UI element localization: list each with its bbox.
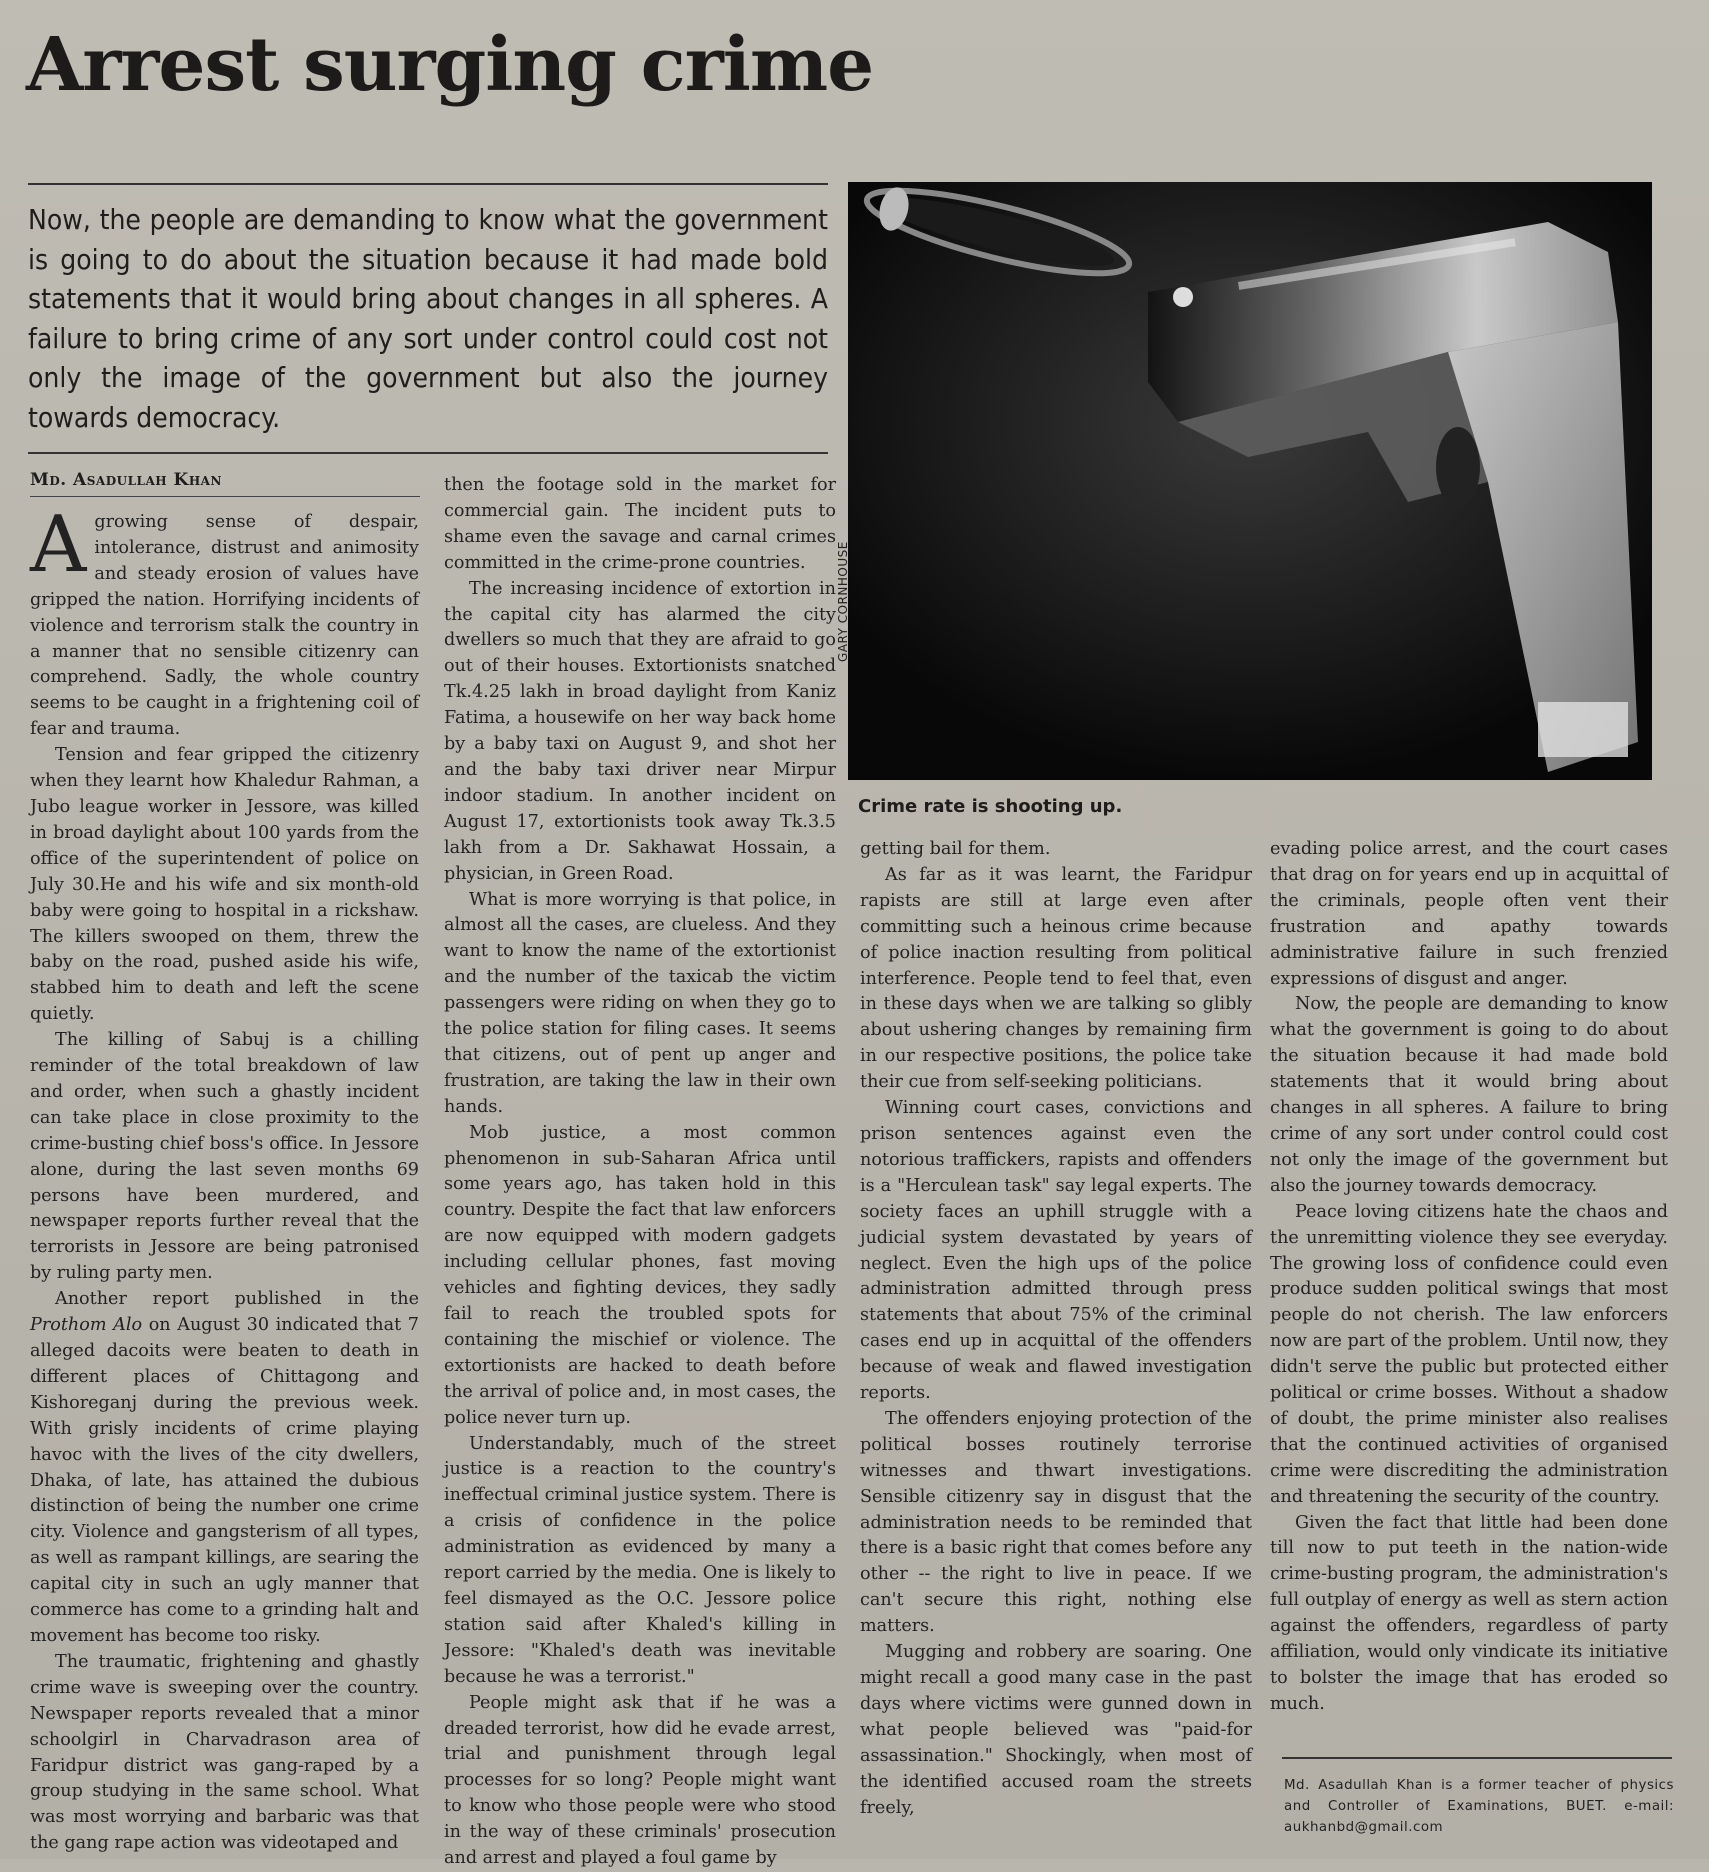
column-2-paragraph-6: People might ask that if he was a dreaded terrorist, how did he evade arrest, trial and punishment through legal processes for so long? People might want to know who those people were who stood in the way of these criminals' prosecution and arrest and played a foul game by: [444, 1692, 836, 1869]
column-1-paragraph-1-text: growing sense of despair, intolerance, distrust and animosity and steady erosion of values have gripped the nation. Horrifying incidents of violence and terrorism stalk the country in a manner that no sensible citizenry can comprehend. Sadly, the whole country seems to be caught in a frightening coil of fear and trauma.: [30, 512, 419, 740]
column-1-paragraph-3: The killing of Sabuj is a chilling reminder of the total breakdown of law and order, when such a ghastly incident can take place in close proximity to the crime-busting chief boss's office. In Jessore alone, during the last seven months 69 persons have been murdered, and newspaper reports further reveal that the terrorists in Jessore are being patronised by ruling party men.: [30, 1030, 419, 1284]
column-2: [444, 473, 836, 1869]
column-2-paragraph-3: What is more worrying is that police, in almost all the cases, are clueless. And they want to know the name of the extortionist and the number of the taxicab the victim passengers were riding on when they go to the police station for filing cases. It seems that citizens, out of pent up anger and frustration, are taking the law in their own hands.: [444, 889, 836, 1117]
newspaper-name: Prothom Alo: [30, 1315, 143, 1336]
standfirst-top-rule: [28, 183, 828, 185]
drop-cap: A: [30, 500, 87, 590]
column-3-paragraph-3: Winning court cases, convictions and prison sentences against even the notorious traffickers, rapists and offenders is a "Herculean task" say legal experts. The society faces an uphill struggle with a judicial system devastated by years of neglect. Even the high ups of the police administration admitted through press statements that about 75% of the criminal cases end up in acquittal of the offenders because of weak and flawed investigation reports.: [860, 1098, 1252, 1404]
gun-photo: [848, 182, 1652, 780]
pistol-bullet-illustration: [848, 182, 1652, 780]
headline: Arrest surging crime: [26, 22, 874, 108]
column-1-paragraph-5: The traumatic, frightening and ghastly crime wave is sweeping over the country. Newspaper reports revealed that a minor schoolgirl in Charvadrason area of Faridpur district was gang-raped by a group studying in the same school. What was most worrying and barbaric was that the gang rape action was videotaped and: [30, 1651, 419, 1854]
author-bio: Md. Asadullah Khan is a former teacher of physics and Controller of Examinations, BUET. e-mail: aukhanbd@gmail.com: [1284, 1778, 1674, 1835]
column-3: [860, 837, 1252, 1850]
column-3-paragraph-5: Mugging and robbery are soaring. One might recall a good many case in the past days where victims were gunned down in what people believed was "paid-for assassination." Shockingly, when most of the identified accused roam the streets freely,: [860, 1642, 1252, 1818]
column-1: [30, 500, 420, 1854]
bio-rule: [1282, 1757, 1672, 1759]
column-1-paragraph-4: [30, 1287, 419, 1650]
column-3-paragraph-2: As far as it was learnt, the Faridpur rapists are still at large even after committing such a heinous crime because of police inaction resulting from political interference. People tend to feel that, even in these days when we are talking so glibly about ushering changes by remaining firm in our respective positions, the police take their cue from self-seeking politicians.: [860, 864, 1252, 1093]
column-1-paragraph-2: Tension and fear gripped the citizenry when they learnt how Khaledur Rahman, a Jubo league worker in Jessore, was killed in broad daylight about 100 yards from the office of the superintendent of police on July 30.He and his wife and six month-old baby were going to hospital in a rickshaw. The killers swooped on them, threw the baby on the road, pushed aside his wife, stabbed him to death and left the scene quietly.: [30, 745, 419, 1025]
column-1-paragraph-4-lead: Another report published in the: [55, 1289, 419, 1310]
column-2-paragraph-2: The increasing incidence of extortion in the capital city has alarmed the city dwellers so much that they are afraid to go out of their houses. Extortionists snatched Tk.4.25 lakh in broad daylight from Kaniz Fatima, a housewife on her way back home by a baby taxi on August 9, and shot her and the baby taxi driver near Mirpur indoor stadium. In another incident on August 17, extortionists took away Tk.3.5 lakh from a Dr. Sakhawat Hossain, a physician, in Green Road.: [444, 578, 836, 884]
byline: Md. Asadullah Khan: [30, 470, 420, 497]
photo-credit: GARY CORNHOUSE: [836, 541, 850, 662]
photo-caption: Crime rate is shooting up.: [858, 796, 1123, 817]
column-4-paragraph-4: Given the fact that little had been done till now to put teeth in the nation-wide crime-busting program, the administration's full outplay of energy as well as stern action against the offenders, regardless of party affiliation, would only vindicate its initiative to bolster the image that has eroded so much.: [1270, 1512, 1668, 1714]
column-3-paragraph-4: The offenders enjoying protection of the political bosses routinely terrorise witnesses and thwart investigations. Sensible citizenry say in disgust that the administration needs to be reminded that there is a basic right that comes before any other -- the right to live in peace. If we can't secure this right, nothing else matters.: [860, 1408, 1252, 1637]
column-4: [1270, 837, 1668, 1747]
column-1-paragraph-4-text: on August 30 indicated that 7 alleged dacoits were beaten to death in different places of Chittagong and Kishoreganj during the previous week. With grisly incidents of crime playing havoc with the lives of the city dwellers, Dhaka, of late, has attained the dubious distinction of being the number one crime city. Violence and gangsterism of all types, as well as rampant killings, are searing the capital city in such an ugly manner that commerce has come to a grinding halt and movement has become too risky.: [30, 1315, 420, 1646]
column-4-paragraph-1: evading police arrest, and the court cases that drag on for years end up in acquittal of the criminals, people often vent their frustration and apathy towards administrative failure in such frenzied expressions of disgust and anger.: [1270, 839, 1668, 989]
standfirst-bottom-rule: [28, 452, 828, 454]
column-4-paragraph-2: Now, the people are demanding to know what the government is going to do about the situation because it had made bold statements that it would bring about changes in all spheres. A failure to bring crime of any sort under control could cost not only the image of the government but also the journey towards democracy.: [1270, 994, 1668, 1196]
column-3-paragraph-1: getting bail for them.: [860, 839, 1051, 859]
column-1-paragraph-1: [30, 500, 419, 743]
column-4-paragraph-3: Peace loving citizens hate the chaos and the unremitting violence they see everyday. The growing loss of confidence could even produce sudden political swings that most people do not cherish. The law enforcers now are part of the problem. Until now, they didn't serve the public but protected either political or crime bosses. Without a shadow of doubt, the prime minister also realises that the continued activities of organised crime were discrediting the administration and threatening the security of the country.: [1270, 1201, 1668, 1507]
column-2-paragraph-4: Mob justice, a most common phenomenon in sub-Saharan Africa until some years ago, has taken hold in this country. Despite the fact that law enforcers are now equipped with modern gadgets including cellular phones, fast moving vehicles and fighting devices, they sadly fail to reach the troubled spots for containing the mischief or violence. The extortionists are hacked to death before the arrival of police and, in most cases, the police never turn up.: [444, 1122, 836, 1428]
column-2-paragraph-1: then the footage sold in the market for commercial gain. The incident puts to shame even the savage and carnal crimes committed in the crime-prone countries.: [444, 475, 836, 573]
column-2-paragraph-5: Understandably, much of the street justice is a reaction to the country's ineffectual criminal justice system. There is a crisis of confidence in the police administration as evidenced by many a report carried by the media. One is likely to feel dismayed as the O.C. Jessore police station said after Khaled's killing in Jessore: "Khaled's death was inevitable because he was a terrorist.": [444, 1433, 836, 1687]
standfirst: Now, the people are demanding to know what the government is going to do about the situation because it had made bold statements that it would bring about changes in all spheres. A failure to bring crime of any sort under control could cost not only the image of the government but also the journey towards democracy.: [28, 203, 828, 434]
